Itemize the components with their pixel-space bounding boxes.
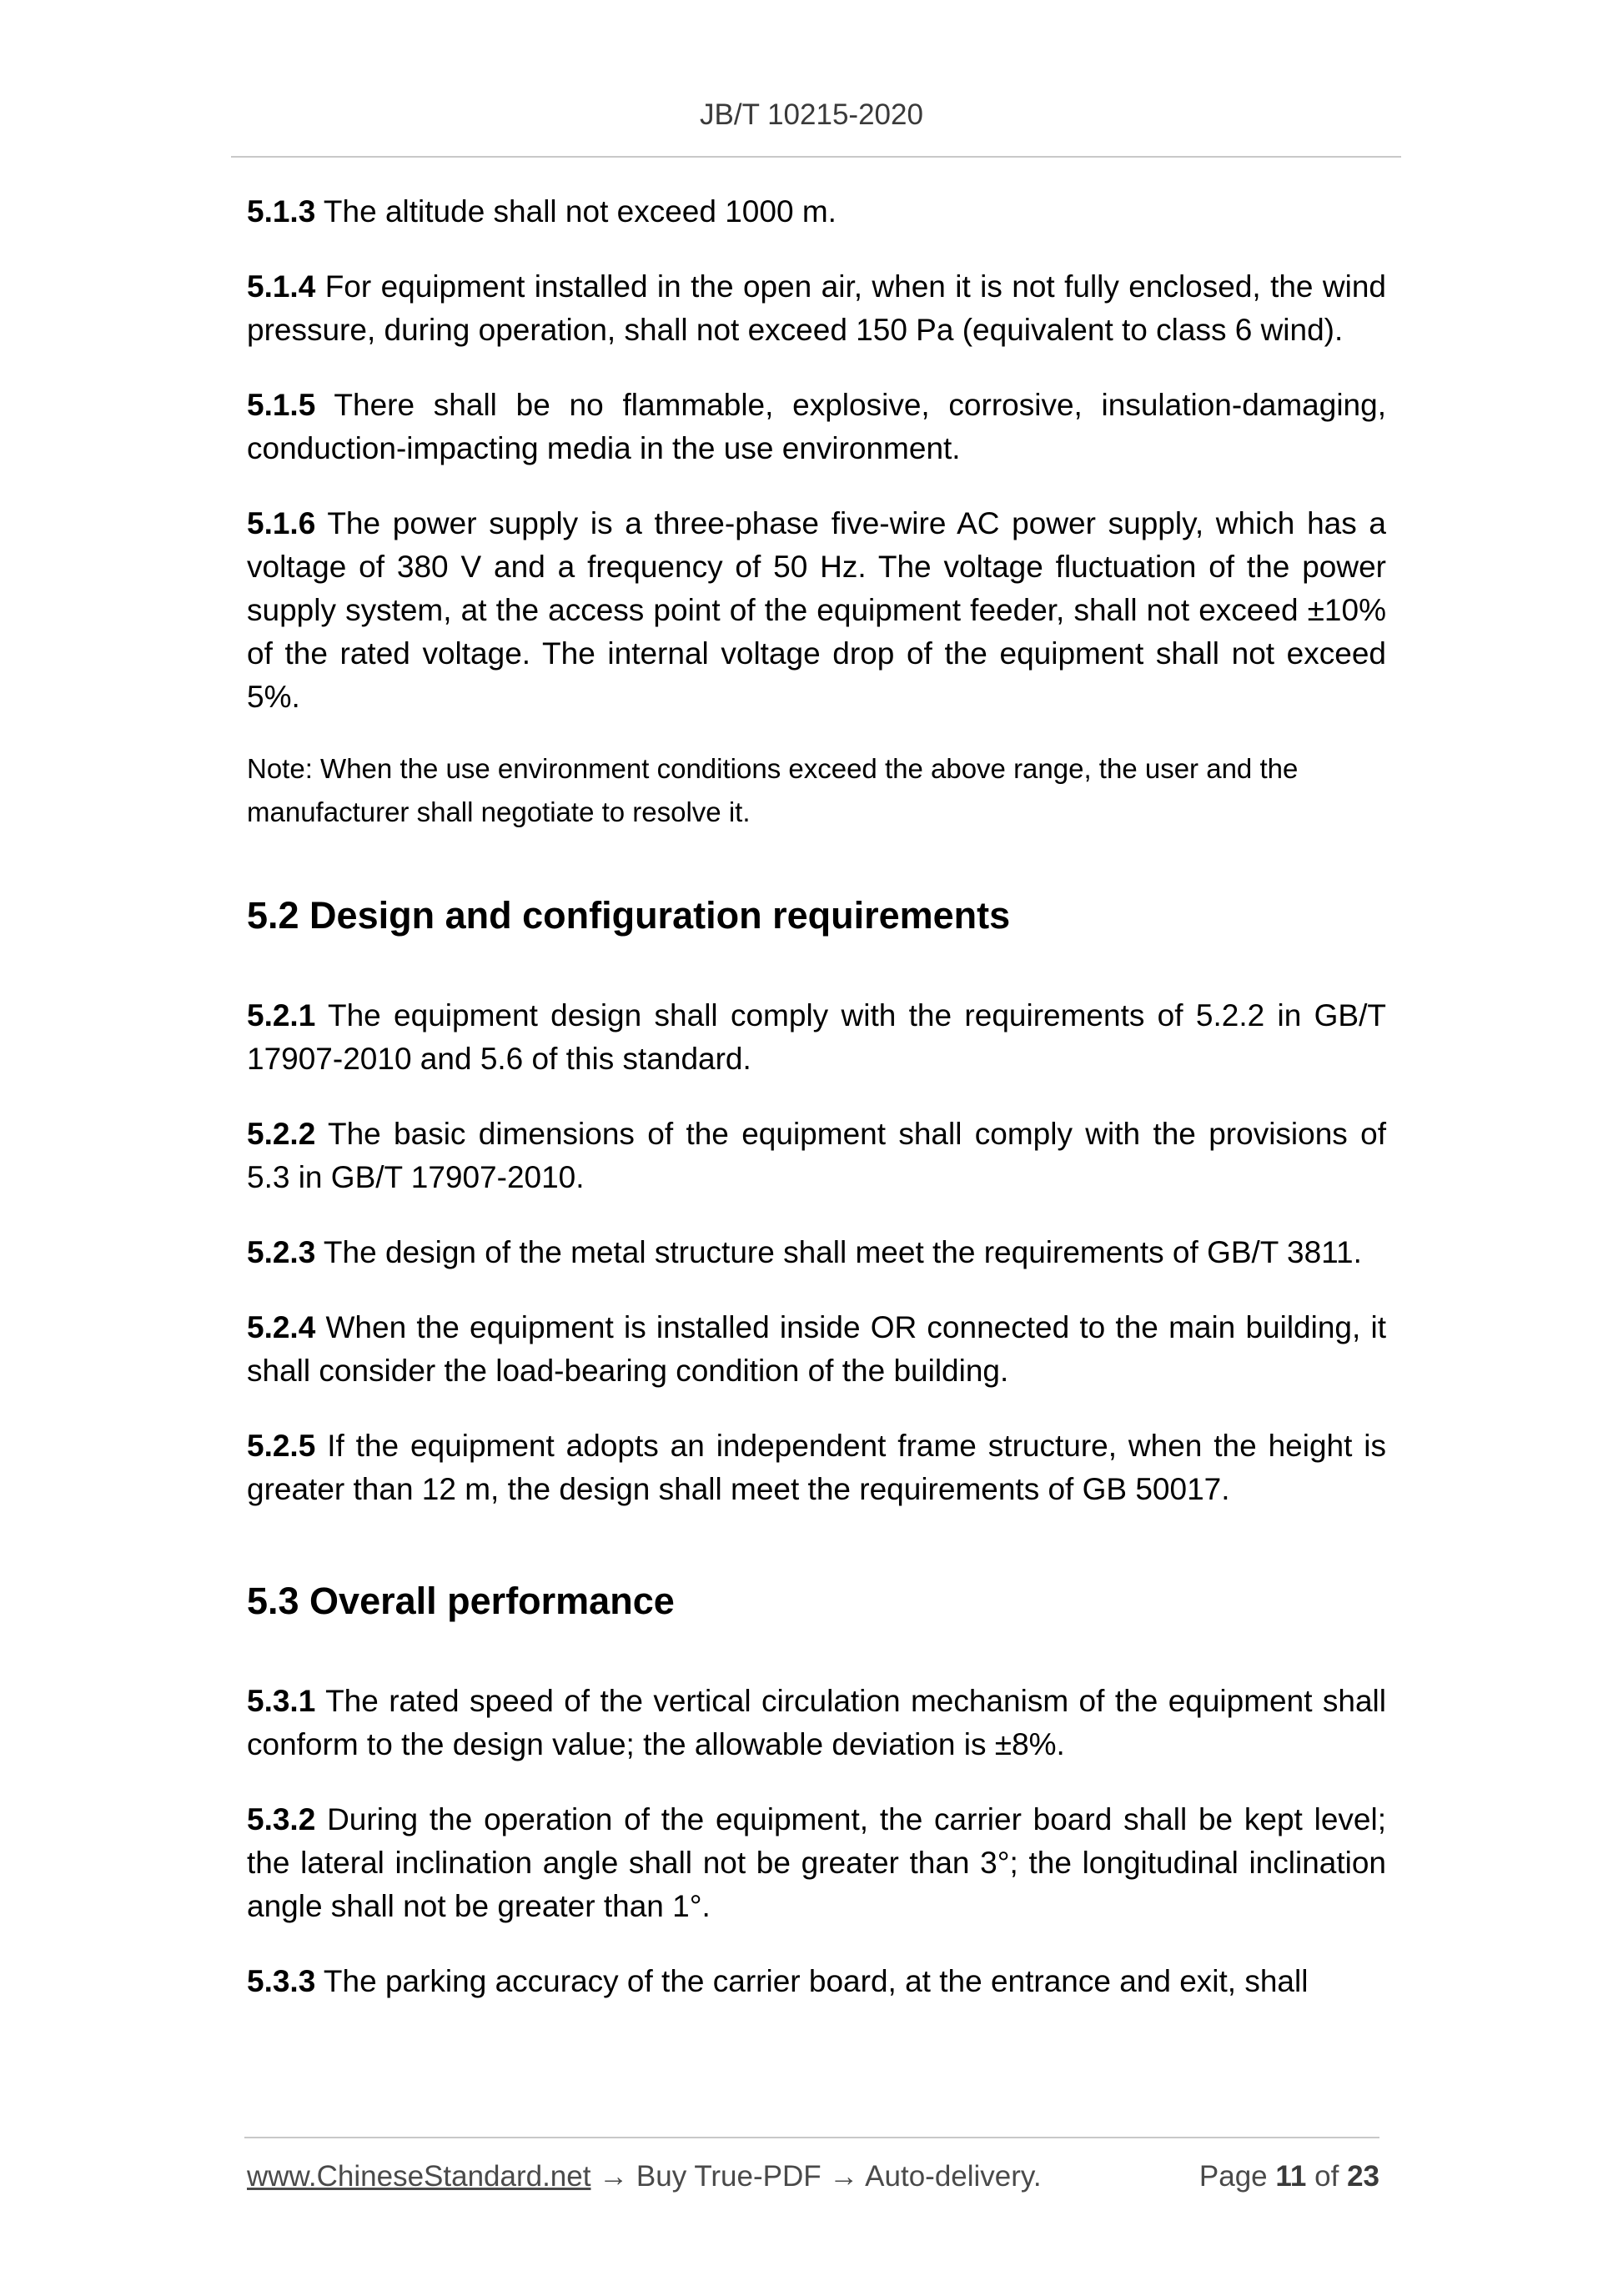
- clause-text: If the equipment adopts an independent frame structure, when the height is greater than 12 m, the design shall meet the requirements of GB 50017.: [247, 1429, 1387, 1506]
- page-label: Page: [1198, 2160, 1268, 2193]
- section-heading-5-3: 5.3 Overall performance: [247, 1580, 675, 1622]
- clause-number: 5.3.1: [247, 1684, 316, 1718]
- clause-5-3-2: [247, 1798, 1386, 1928]
- clause-text: The rated speed of the vertical circulation mechanism of the equipment shall conform to the design value; the allowable deviation is ±8%.: [247, 1684, 1386, 1761]
- clause-number: 5.3.3: [247, 1964, 316, 1998]
- clause-5-1-3: [247, 190, 1386, 234]
- clause-text: The altitude shall not exceed 1000 m.: [323, 194, 837, 229]
- clause-text: The basic dimensions of the equipment shall comply with the provisions of 5.3 in GB/T 17907-2010.: [247, 1117, 1386, 1194]
- section-heading-5-2: 5.2 Design and configuration requirements: [247, 894, 1011, 937]
- site-link[interactable]: www.ChineseStandard.net: [247, 2160, 591, 2193]
- clause-number: 5.3.2: [247, 1802, 316, 1836]
- footer-divider: [244, 2137, 1379, 2138]
- clause-number: 5.1.5: [247, 388, 316, 422]
- clause-number: 5.1.3: [247, 194, 316, 229]
- page-of-label: of: [1314, 2160, 1339, 2193]
- clause-text: During the operation of the equipment, the carrier board shall be kept level; the lateral inclination angle shall not be greater than 3°; the longitudinal inclination angle shall not be greater than 1°.: [247, 1802, 1386, 1923]
- total-page-count: 23: [1347, 2160, 1379, 2193]
- clause-number: 5.2.2: [247, 1117, 316, 1151]
- clause-text: The power supply is a three-phase five-wire AC power supply, which has a voltage of 380 V and a frequency of 50 Hz. The voltage fluctuation of the power supply system, at the access point of the equipment feeder, shall not exceed ±10% of the rated voltage. The internal voltage drop of the equipment shall not exceed 5%.: [247, 506, 1386, 714]
- footer-promo: [247, 2160, 1042, 2193]
- clause-text: There shall be no flammable, explosive, corrosive, insulation-damaging, conduction-impacting media in the use environment.: [247, 388, 1386, 465]
- clause-text: For equipment installed in the open air, when it is not fully enclosed, the wind pressure, during operation, shall not exceed 150 Pa (equivalent to class 6 wind).: [247, 269, 1387, 347]
- document-body: [247, 190, 1386, 2035]
- clause-5-1-4: [247, 265, 1386, 352]
- current-page-number: 11: [1275, 2160, 1307, 2193]
- clause-5-2-5: [247, 1424, 1386, 1511]
- clause-number: 5.2.5: [247, 1429, 316, 1463]
- clause-5-2-3: [247, 1231, 1386, 1274]
- clause-5-2-4: [247, 1306, 1386, 1393]
- clause-text: The design of the metal structure shall meet the requirements of GB/T 3811.: [323, 1235, 1362, 1269]
- clause-5-2-1: [247, 994, 1386, 1081]
- page-indicator: [1199, 2160, 1379, 2193]
- clause-number: 5.2.1: [247, 998, 316, 1032]
- clause-5-3-1: [247, 1680, 1386, 1766]
- header-divider: [231, 156, 1401, 158]
- clause-number: 5.1.4: [247, 269, 316, 304]
- clause-text: The equipment design shall comply with the requirements of 5.2.2 in GB/T 17907-2010 and 5.6 of this standard.: [247, 998, 1386, 1076]
- clause-number: 5.2.4: [247, 1310, 316, 1344]
- clause-text: The parking accuracy of the carrier board, at the entrance and exit, shall: [323, 1964, 1309, 1998]
- clause-5-1-5: [247, 384, 1386, 470]
- clause-number: 5.2.3: [247, 1235, 316, 1269]
- promo-text: → Buy True-PDF → Auto-delivery.: [590, 2160, 1042, 2193]
- document-code-header: JB/T 10215-2020: [700, 98, 923, 131]
- clause-5-3-3: [247, 1960, 1386, 2003]
- clause-5-1-6: [247, 502, 1386, 719]
- clause-number: 5.1.6: [247, 506, 316, 540]
- clause-5-2-2: [247, 1113, 1386, 1199]
- note-text: Note: When the use environment conditions exceed the above range, the user and the manufacturer shall negotiate to resolve it.: [247, 753, 1299, 827]
- clause-text: When the equipment is installed inside OR connected to the main building, it shall consider the load-bearing condition of the building.: [247, 1310, 1386, 1388]
